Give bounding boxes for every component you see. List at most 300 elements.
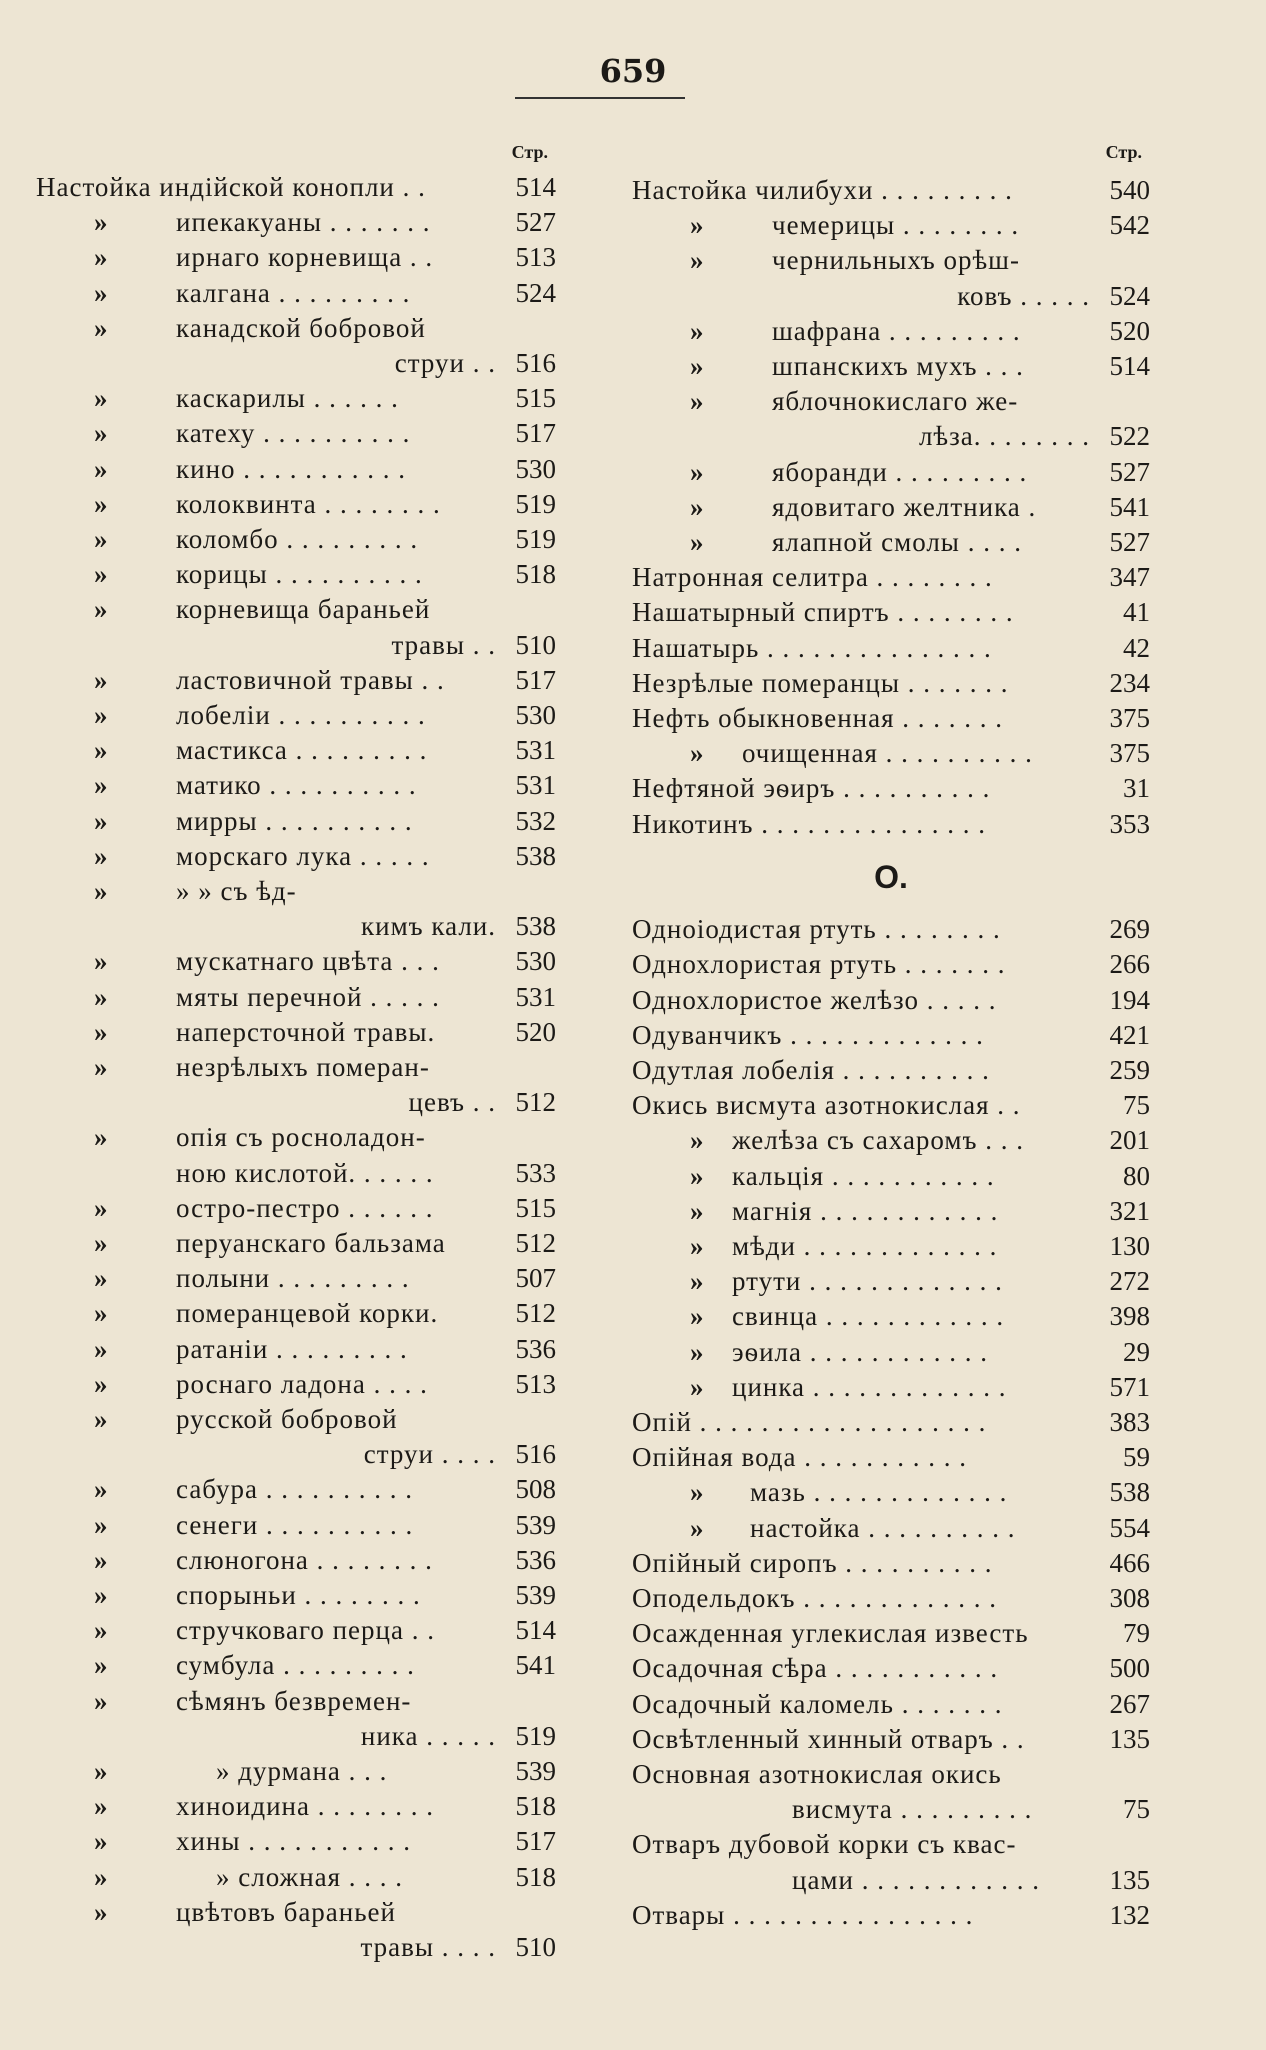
index-entry xyxy=(36,1085,556,1119)
entry-label: Отвары . . . . . . . . . . . . . . . . xyxy=(632,1899,974,1930)
index-entry xyxy=(36,1120,556,1154)
page-ref: 375 xyxy=(1109,738,1150,769)
entry-label: магнія . . . . . . . . . . . . xyxy=(732,1195,999,1226)
ditto-mark: » xyxy=(690,1371,704,1402)
ditto-mark: » xyxy=(690,210,704,241)
page-ref: 516 xyxy=(515,348,556,378)
entry-label: корневища бараньей xyxy=(176,594,431,625)
entry-label: Освѣтленный хинный отваръ . . xyxy=(632,1723,1025,1754)
ditto-mark: » xyxy=(94,1615,108,1646)
ditto-mark: » xyxy=(94,1685,108,1716)
index-entry xyxy=(632,1440,1150,1474)
index-entry xyxy=(36,1367,556,1401)
index-entry xyxy=(632,1757,1150,1791)
entry-label: Одуванчикъ . . . . . . . . . . . . . xyxy=(632,1019,984,1050)
ditto-mark: » xyxy=(94,840,108,871)
index-entry xyxy=(632,1687,1150,1721)
entry-label: яборанди . . . . . . . . . xyxy=(772,456,1028,487)
index-entry xyxy=(36,1789,556,1823)
index-entry xyxy=(632,1018,1150,1052)
index-entry xyxy=(36,276,556,310)
index-entry xyxy=(632,807,1150,841)
entry-label: струи . . . . xyxy=(363,1439,496,1470)
index-entry xyxy=(36,768,556,802)
page-ref: 518 xyxy=(515,1791,556,1822)
entry-label: померанцевой корки. xyxy=(176,1298,439,1329)
index-entry xyxy=(36,311,556,345)
entry-label: калгана . . . . . . . . . xyxy=(176,277,411,308)
page-ref: 527 xyxy=(515,207,556,238)
index-entry xyxy=(36,944,556,978)
page-ref: 508 xyxy=(515,1474,556,1505)
entry-label: Отваръ дубовой корки съ квас- xyxy=(632,1829,1017,1860)
index-entry xyxy=(36,1050,556,1084)
index-entry xyxy=(36,980,556,1014)
index-entry xyxy=(36,205,556,239)
ditto-mark: » xyxy=(94,1791,108,1822)
entry-label: наперсточной травы. xyxy=(176,1016,436,1047)
index-entry xyxy=(36,452,556,486)
page-ref: 513 xyxy=(515,242,556,273)
page-ref: 29 xyxy=(1123,1336,1150,1367)
page-ref: 539 xyxy=(515,1756,556,1786)
entry-label: спорыньи . . . . . . . . xyxy=(176,1580,421,1610)
index-entry xyxy=(632,1299,1150,1333)
ditto-mark: » xyxy=(94,1544,108,1575)
entry-label: Нефтяной эѳиръ . . . . . . . . . . xyxy=(632,773,991,804)
entry-label: мускатнаго цвѣта . . . xyxy=(176,946,440,977)
entry-label: лѣза. . . . . . . . xyxy=(918,421,1090,452)
page-ref: 530 xyxy=(515,453,556,484)
page-ref: 500 xyxy=(1109,1653,1150,1684)
entry-label: Однохлористое желѣзо . . . . . xyxy=(632,984,997,1015)
ditto-mark: » xyxy=(690,1336,704,1367)
page-ref: 398 xyxy=(1109,1301,1150,1332)
entry-label: лобеліи . . . . . . . . . . xyxy=(176,700,426,730)
entry-label: слюногона . . . . . . . . xyxy=(176,1544,433,1575)
page-ref: 514 xyxy=(515,172,556,202)
entry-label: стручковаго перца . . xyxy=(176,1615,435,1646)
index-entry xyxy=(632,595,1150,629)
entry-label: мяты перечной . . . . . xyxy=(176,981,440,1012)
page-ref: 538 xyxy=(1109,1477,1150,1508)
page-ref: 510 xyxy=(515,1932,556,1962)
entry-label: Натронная селитра . . . . . . . . xyxy=(632,562,993,593)
entry-label: цвѣтовъ бараньей xyxy=(176,1896,396,1927)
entry-label: эѳила . . . . . . . . . . . . xyxy=(732,1336,988,1367)
ditto-mark: » xyxy=(690,245,704,276)
entry-label: » дурмана . . . xyxy=(216,1756,388,1786)
page-ref: 531 xyxy=(515,735,556,766)
ditto-mark: » xyxy=(94,1650,108,1681)
entry-label: коломбо . . . . . . . . . xyxy=(176,524,419,554)
ditto-mark: » xyxy=(94,453,108,484)
ditto-mark: » xyxy=(690,351,704,381)
ditto-mark: » xyxy=(690,456,704,487)
page-ref: 516 xyxy=(515,1439,556,1470)
page-ref: 31 xyxy=(1123,773,1150,804)
ditto-mark: » xyxy=(690,1266,704,1297)
entry-label: ковъ . . . . . xyxy=(957,280,1090,311)
entry-label: травы . . xyxy=(391,629,496,660)
index-entry xyxy=(36,240,556,274)
entry-label: кальція . . . . . . . . . . . xyxy=(732,1160,995,1191)
entry-label: Нашатырный спиртъ . . . . . . . . xyxy=(632,597,1014,628)
index-entry xyxy=(632,1229,1150,1263)
index-entry xyxy=(36,1578,556,1612)
index-entry xyxy=(36,1156,556,1190)
index-entry xyxy=(36,1296,556,1330)
index-entry xyxy=(632,314,1150,348)
index-entry xyxy=(36,1930,556,1964)
index-entry xyxy=(632,560,1150,594)
index-entry xyxy=(36,1543,556,1577)
page-ref: 135 xyxy=(1109,1864,1150,1895)
entry-label: чемерицы . . . . . . . . xyxy=(772,210,1020,241)
ditto-mark: » xyxy=(94,559,108,590)
index-entry xyxy=(632,208,1150,242)
ditto-mark: » xyxy=(94,1016,108,1047)
page-ref: 542 xyxy=(1109,210,1150,241)
page-ref: 518 xyxy=(515,559,556,590)
page-ref: 538 xyxy=(515,840,556,871)
ditto-mark: » xyxy=(94,876,108,906)
ditto-mark: » xyxy=(94,383,108,414)
ditto-mark: » xyxy=(94,700,108,730)
index-entry xyxy=(632,947,1150,981)
page-ref: 520 xyxy=(515,1016,556,1047)
page-ref: 533 xyxy=(515,1157,556,1188)
ditto-mark: » xyxy=(690,527,704,557)
entry-label: полыни . . . . . . . . . xyxy=(176,1263,410,1294)
index-entry xyxy=(36,874,556,908)
entry-label: Основная азотнокислая окись xyxy=(632,1759,1002,1789)
entry-label: ирнаго корневища . . xyxy=(176,242,434,273)
entry-label: » » съ ѣд- xyxy=(176,876,297,906)
index-entry xyxy=(36,522,556,556)
entry-label: катеху . . . . . . . . . . xyxy=(176,418,411,449)
ditto-mark: » xyxy=(94,1122,108,1153)
ditto-mark: » xyxy=(94,1509,108,1540)
ditto-mark: » xyxy=(94,1474,108,1505)
entry-label: шпанскихъ мухъ . . . xyxy=(772,351,1024,381)
ditto-mark: » xyxy=(94,488,108,519)
page-ref: 353 xyxy=(1109,808,1150,839)
index-entry xyxy=(632,1194,1150,1228)
entry-label: Однохлористая ртуть . . . . . . . xyxy=(632,949,1006,980)
entry-label: ластовичной травы . . xyxy=(176,664,445,695)
page-ref: 375 xyxy=(1109,703,1150,733)
entry-label: мирры . . . . . . . . . . xyxy=(176,805,413,836)
ditto-mark: » xyxy=(94,418,108,449)
ditto-mark: » xyxy=(94,1298,108,1329)
page-ref: 571 xyxy=(1109,1371,1150,1402)
entry-label: ника . . . . . xyxy=(360,1720,496,1751)
page-ref: 519 xyxy=(515,524,556,554)
left-column-header: Стр. xyxy=(511,142,548,162)
entry-label: ною кислотой. . . . . . xyxy=(176,1157,434,1188)
ditto-mark: » xyxy=(94,946,108,977)
entry-label: мазь . . . . . . . . . . . . . xyxy=(750,1477,1008,1508)
index-entry xyxy=(36,170,556,204)
ditto-mark: » xyxy=(94,1896,108,1927)
ditto-mark: » xyxy=(690,315,704,346)
page-ref: 80 xyxy=(1123,1160,1150,1191)
entry-label: сенеги . . . . . . . . . . xyxy=(176,1509,414,1540)
index-entry xyxy=(632,279,1150,313)
index-entry xyxy=(36,1508,556,1542)
page-ref: 513 xyxy=(515,1368,556,1399)
page-ref: 383 xyxy=(1109,1407,1150,1437)
page-ref: 514 xyxy=(1109,351,1150,381)
page-ref: 272 xyxy=(1109,1266,1150,1297)
index-entry xyxy=(36,346,556,380)
index-entry xyxy=(632,666,1150,700)
index-entry xyxy=(36,1226,556,1260)
index-entry xyxy=(632,243,1150,277)
entry-label: Осадочная сѣра . . . . . . . . . . . xyxy=(632,1653,999,1684)
ditto-mark: » xyxy=(690,491,704,522)
index-entry xyxy=(632,1405,1150,1439)
entry-label: кимъ кали. xyxy=(361,911,496,942)
index-entry xyxy=(632,1792,1150,1826)
page-ref: 259 xyxy=(1109,1055,1150,1085)
page-ref: 530 xyxy=(515,700,556,730)
right-column-header: Стр. xyxy=(1105,142,1142,162)
index-entry xyxy=(36,663,556,697)
index-entry xyxy=(36,1613,556,1647)
page-ref: 41 xyxy=(1123,597,1150,628)
page-ref: 541 xyxy=(515,1650,556,1681)
entry-label: ялапной смолы . . . . xyxy=(772,527,1022,557)
index-entry xyxy=(36,381,556,415)
ditto-mark: » xyxy=(94,1580,108,1610)
ditto-mark: » xyxy=(94,1333,108,1364)
index-entry xyxy=(36,698,556,732)
entry-label: ратаніи . . . . . . . . . xyxy=(176,1333,408,1364)
ditto-mark: » xyxy=(690,386,704,417)
index-entry xyxy=(36,1824,556,1858)
ditto-mark: » xyxy=(690,1512,704,1543)
entry-label: русской бобровой xyxy=(176,1404,398,1434)
index-entry xyxy=(632,1722,1150,1756)
page-ref: 532 xyxy=(515,805,556,836)
page-ref: 267 xyxy=(1109,1688,1150,1719)
entry-label: Нашатырь . . . . . . . . . . . . . . . xyxy=(632,632,992,663)
ditto-mark: » xyxy=(94,805,108,836)
page-ref: 519 xyxy=(515,1720,556,1751)
index-entry xyxy=(36,1648,556,1682)
index-entry xyxy=(36,733,556,767)
page-ref: 466 xyxy=(1109,1547,1150,1578)
page-ref: 517 xyxy=(515,418,556,449)
index-entry xyxy=(36,1754,556,1788)
entry-label: перуанскаго бальзама xyxy=(176,1228,446,1258)
index-entry xyxy=(36,1015,556,1049)
page-ref: 520 xyxy=(1109,315,1150,346)
page-ref: 524 xyxy=(515,277,556,308)
index-entry xyxy=(632,736,1150,770)
page-ref: 519 xyxy=(515,488,556,519)
entry-label: Одутлая лобелія . . . . . . . . . . xyxy=(632,1055,990,1085)
page-ref: 75 xyxy=(1123,1794,1150,1825)
ditto-mark: » xyxy=(94,1192,108,1223)
index-entry xyxy=(632,912,1150,946)
entry-label: яблочнокислаго же- xyxy=(772,386,1019,417)
index-entry xyxy=(632,173,1150,207)
page-ref: 514 xyxy=(515,1615,556,1646)
index-entry xyxy=(632,701,1150,735)
page-ref: 201 xyxy=(1109,1125,1150,1156)
ditto-mark: » xyxy=(690,1195,704,1226)
page-ref: 554 xyxy=(1109,1512,1150,1543)
page-ref: 541 xyxy=(1109,491,1150,522)
index-entry xyxy=(36,1895,556,1929)
entry-label: корицы . . . . . . . . . . xyxy=(176,559,423,590)
ditto-mark: » xyxy=(94,1263,108,1294)
index-entry xyxy=(632,490,1150,524)
index-entry xyxy=(36,1719,556,1753)
page-ref: 540 xyxy=(1109,175,1150,205)
ditto-mark: » xyxy=(690,1477,704,1508)
entry-label: свинца . . . . . . . . . . . . xyxy=(732,1301,1005,1332)
index-entry xyxy=(632,384,1150,418)
entry-label: каскарилы . . . . . . xyxy=(176,383,399,414)
ditto-mark: » xyxy=(94,207,108,238)
index-entry xyxy=(36,1332,556,1366)
index-entry xyxy=(632,1511,1150,1545)
page-ref: 42 xyxy=(1123,632,1150,663)
page-ref: 75 xyxy=(1123,1090,1150,1121)
ditto-mark: » xyxy=(94,277,108,308)
entry-label: роснаго ладона . . . . xyxy=(176,1368,428,1399)
entry-label: » сложная . . . . xyxy=(216,1861,404,1892)
ditto-mark: » xyxy=(94,664,108,695)
entry-label: матико . . . . . . . . . . xyxy=(176,770,417,801)
index-entry xyxy=(632,1264,1150,1298)
page-ref: 517 xyxy=(515,1826,556,1857)
entry-label: незрѣлыхъ померан- xyxy=(176,1052,430,1082)
index-entry xyxy=(36,1860,556,1894)
page-ref: 321 xyxy=(1109,1195,1150,1226)
entry-label: желѣза съ сахаромъ . . . xyxy=(732,1125,1024,1156)
page-ref: 527 xyxy=(1109,456,1150,487)
index-entry xyxy=(36,416,556,450)
entry-label: Незрѣлые померанцы . . . . . . . xyxy=(632,667,1009,698)
index-entry xyxy=(632,1581,1150,1615)
index-entry xyxy=(36,628,556,662)
index-entry xyxy=(36,1261,556,1295)
entry-label: канадской бобровой xyxy=(176,312,426,343)
entry-label: кино . . . . . . . . . . . xyxy=(176,453,407,484)
index-entry xyxy=(632,1370,1150,1404)
ditto-mark: » xyxy=(690,1160,704,1191)
ditto-mark: » xyxy=(94,1756,108,1786)
entry-label: цевъ . . xyxy=(408,1087,496,1118)
index-entry xyxy=(36,557,556,591)
entry-label: Оподельдокъ . . . . . . . . . . . . . xyxy=(632,1583,997,1613)
index-entry xyxy=(36,909,556,943)
entry-label: шафрана . . . . . . . . . xyxy=(772,315,1021,346)
page-ref: 135 xyxy=(1109,1723,1150,1754)
page-ref: 539 xyxy=(515,1509,556,1540)
header-rule xyxy=(515,97,685,99)
page-ref: 130 xyxy=(1109,1231,1150,1261)
index-entry xyxy=(632,1335,1150,1369)
page-ref: 536 xyxy=(515,1544,556,1575)
page-ref: 515 xyxy=(515,383,556,414)
page-ref: 517 xyxy=(515,664,556,695)
section-heading: О. xyxy=(874,859,908,895)
page-number: 659 xyxy=(599,52,667,90)
index-entry xyxy=(632,349,1150,383)
entry-label: ртути . . . . . . . . . . . . . xyxy=(732,1266,1003,1297)
index-entry xyxy=(632,525,1150,559)
entry-label: остро-пестро . . . . . . xyxy=(176,1192,434,1223)
page-ref: 512 xyxy=(515,1228,556,1258)
index-entry xyxy=(632,419,1150,453)
entry-label: мастикса . . . . . . . . . xyxy=(176,735,428,766)
entry-label: мѣди . . . . . . . . . . . . . xyxy=(732,1231,998,1261)
index-entry xyxy=(632,1123,1150,1157)
index-entry xyxy=(632,1475,1150,1509)
index-entry xyxy=(632,1863,1150,1897)
page-ref: 194 xyxy=(1109,984,1150,1015)
page-ref: 421 xyxy=(1109,1019,1150,1050)
entry-label: очищенная . . . . . . . . . . xyxy=(742,738,1033,769)
ditto-mark: » xyxy=(94,981,108,1012)
entry-label: висмута . . . . . . . . . xyxy=(792,1794,1033,1825)
entry-label: сумбула . . . . . . . . . xyxy=(176,1650,415,1681)
page-ref: 507 xyxy=(515,1263,556,1294)
page-ref: 234 xyxy=(1109,667,1150,698)
index-entry xyxy=(632,1546,1150,1580)
ditto-mark: » xyxy=(690,738,704,769)
page-ref: 266 xyxy=(1109,949,1150,980)
entry-label: хины . . . . . . . . . . . xyxy=(176,1826,412,1857)
page-ref: 538 xyxy=(515,911,556,942)
ditto-mark: » xyxy=(690,1231,704,1261)
index-entry xyxy=(632,455,1150,489)
entry-label: Осажденная углекислая известь xyxy=(632,1618,1029,1649)
index-entry xyxy=(632,1827,1150,1861)
page-ref: 510 xyxy=(515,629,556,660)
page-ref: 527 xyxy=(1109,527,1150,557)
entry-label: опія съ росноладон- xyxy=(176,1122,426,1153)
index-entry xyxy=(632,631,1150,665)
page-ref: 518 xyxy=(515,1861,556,1892)
entry-label: настойка . . . . . . . . . . xyxy=(750,1512,1016,1543)
page-ref: 132 xyxy=(1109,1899,1150,1930)
ditto-mark: » xyxy=(94,735,108,766)
entry-label: ядовитаго желтника . xyxy=(772,491,1037,522)
index-entry xyxy=(632,771,1150,805)
index-entry xyxy=(632,1616,1150,1650)
entry-label: Опійная вода . . . . . . . . . . . xyxy=(632,1442,968,1473)
ditto-mark: » xyxy=(94,1861,108,1892)
index-entry xyxy=(36,839,556,873)
index-entry xyxy=(632,1159,1150,1193)
index-entry xyxy=(36,1472,556,1506)
page-ref: 512 xyxy=(515,1298,556,1329)
entry-label: Опій . . . . . . . . . . . . . . . . . . . xyxy=(632,1407,987,1437)
page-ref: 531 xyxy=(515,770,556,801)
entry-label: Опійный сиропъ . . . . . . . . . . xyxy=(632,1547,993,1578)
index-entry xyxy=(36,592,556,626)
entry-label: Настойка индійской конопли . . xyxy=(36,172,426,202)
entry-label: чернильныхъ орѣш- xyxy=(772,245,1020,276)
entry-label: Осадочный каломель . . . . . . . xyxy=(632,1688,1003,1719)
